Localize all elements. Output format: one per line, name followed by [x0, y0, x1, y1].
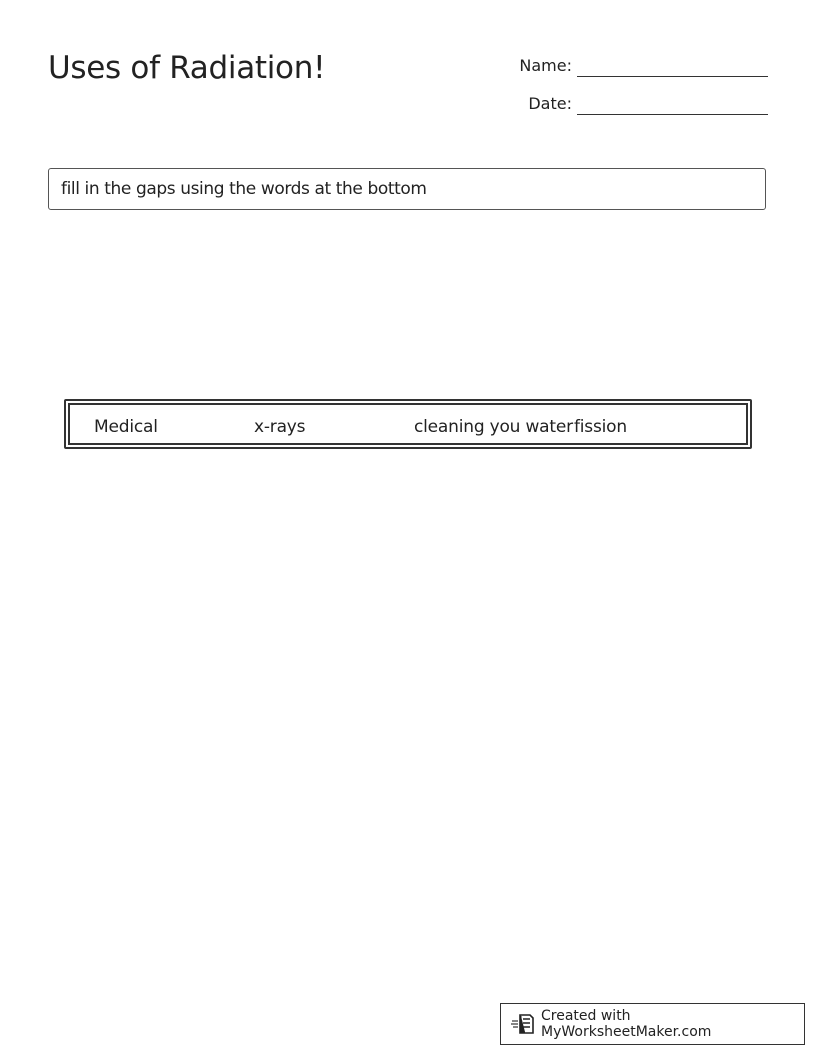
created-with-text: Created with MyWorksheetMaker.com — [541, 1008, 712, 1040]
instructions-box: fill in the gaps using the words at the bottom — [48, 168, 766, 210]
word-bank-item: cleaning you water — [414, 417, 573, 437]
word-bank-item: x-rays — [254, 417, 306, 437]
date-field — [528, 90, 768, 115]
worksheet-maker-logo-icon — [511, 1013, 535, 1035]
created-with-badge[interactable] — [500, 1003, 805, 1045]
word-bank — [64, 399, 752, 449]
name-field — [519, 52, 768, 77]
name-line[interactable] — [577, 52, 768, 77]
name-label: Name: — [519, 56, 572, 75]
date-label: Date: — [528, 94, 572, 113]
word-bank-item: Medical — [94, 417, 158, 437]
date-line[interactable] — [577, 90, 768, 115]
word-bank-item: fission — [574, 417, 627, 437]
worksheet-title: Uses of Radiation! — [48, 50, 326, 86]
word-bank-inner — [68, 403, 748, 445]
